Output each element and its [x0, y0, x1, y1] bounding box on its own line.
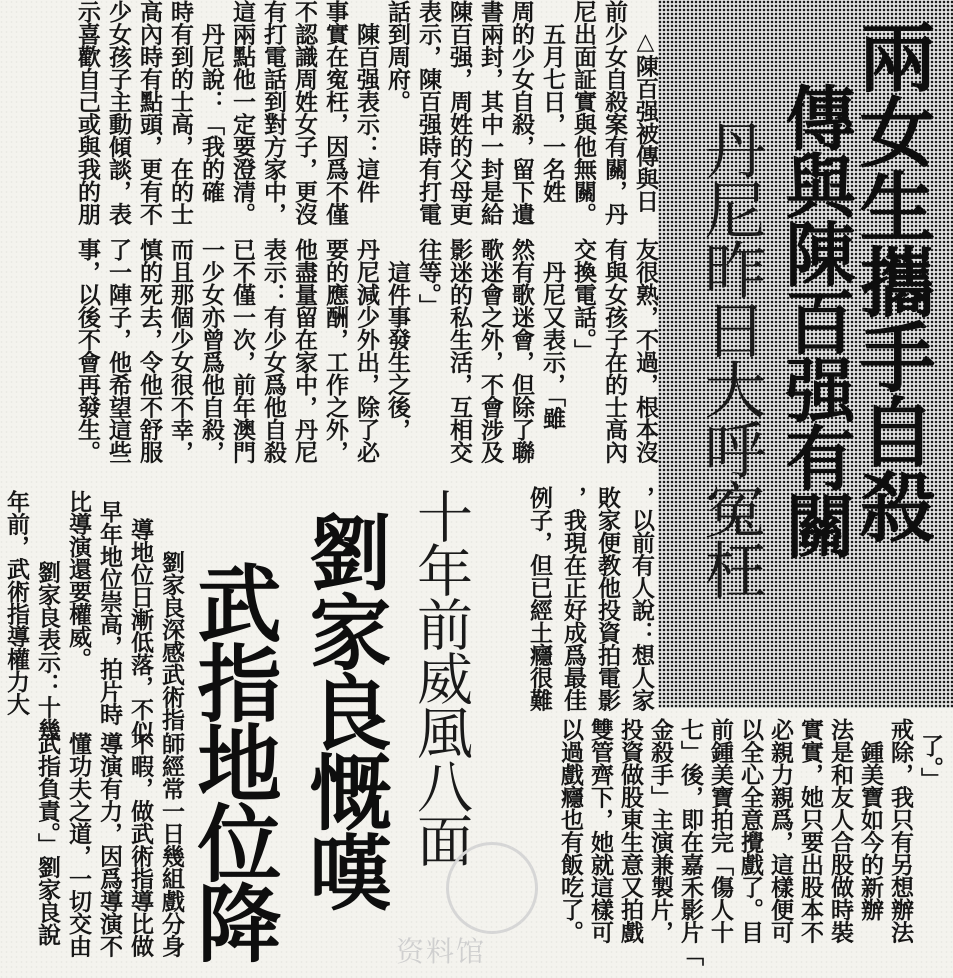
text-column: 已不僅一次，前年澳門: [229, 238, 256, 463]
text-column: 以全心全意攪戲了。目: [737, 718, 764, 943]
text-column: 前鍾美寶拍完「傷人十: [707, 718, 734, 943]
text-column: 要的應酬，工作之外，: [322, 238, 349, 463]
article-2-right: [508, 716, 953, 978]
text-column: 了一陣子，他希望這些: [105, 238, 132, 463]
text-column: 了。」: [917, 734, 944, 790]
text-column: 前少女自殺案有關，丹: [601, 0, 628, 225]
text-column: 必親力親爲，這樣便可: [767, 718, 794, 943]
headline-martial-director: 武指地位降: [184, 560, 282, 960]
text-column: 這兩點他一定要澄清。: [229, 0, 256, 225]
headline-main: 兩女生攜手自殺: [847, 18, 936, 543]
text-column: 戒除，我只有另想辦法: [887, 718, 914, 943]
text-column: 年前，武術指導權力大: [3, 490, 30, 715]
text-column: 表示，陳百强時有打電: [415, 0, 442, 225]
text-column: 丹尼減少外出，除了必: [353, 238, 380, 463]
text-column: 而且那個少女很不幸，: [167, 238, 194, 463]
text-column: 陳百强，周姓的父母更: [446, 0, 473, 225]
article-2-mid: [506, 486, 658, 722]
text-column: 師經常一日幾組戲分身: [158, 732, 185, 957]
watermark-text: 资料馆: [396, 935, 487, 968]
text-column: 敗家便教他投資拍電影: [594, 486, 621, 711]
text-column: 他盡量留在家中，丹尼: [291, 238, 318, 463]
text-column: 慎的死去，令他不舒服: [136, 238, 163, 463]
headline-ten-years: 十年前威風八面: [408, 488, 473, 866]
text-column: 例子，但已經土癮很難: [526, 486, 553, 711]
text-column: 早年地位崇高，拍片時: [96, 500, 123, 725]
text-column: 丹尼說：「我的確: [198, 0, 225, 203]
article-1-upper: [8, 0, 660, 250]
text-column: 不暇，做武術指導比做: [127, 732, 154, 957]
text-column: 金殺手」主演兼製片，: [647, 718, 674, 943]
text-column: 事實在寃枉，因爲不僅: [322, 0, 349, 225]
text-column: 時有到的士高，在的士: [167, 0, 194, 225]
text-column: 高內時有點頭，更有不: [136, 0, 163, 225]
text-column: 有打電話到對方家中，: [260, 0, 287, 225]
text-column: 實實，她只要出股本不: [797, 718, 824, 943]
text-column: 示喜歡自己或與我的朋: [74, 0, 101, 225]
text-column: 雙管齊下，她就這樣可: [587, 718, 614, 943]
text-column: 懂功夫之道，一切交由: [65, 732, 92, 957]
text-column: ，我現在正好成爲最佳: [560, 486, 587, 711]
text-column: 表示：有少女爲他自殺: [260, 238, 287, 463]
text-column: 然有歌迷會，但除了聯: [508, 238, 535, 463]
text-column: 劉家良深感武術指: [158, 528, 185, 731]
headline-secondary: 傳與陳百强有關: [774, 82, 856, 558]
watermark-seal-icon: [446, 842, 538, 934]
headline-liu-jialiang: 劉家良慨嘆: [296, 510, 391, 910]
text-column: 影迷的私生活，互相交: [446, 238, 473, 463]
text-column: 導地位日漸低落，不似: [127, 518, 154, 743]
text-column: 武指負責。」劉家良說: [34, 732, 61, 946]
text-column: 五月七日，一名姓: [539, 0, 566, 203]
text-column: 陳百强表示：這件: [353, 0, 380, 203]
text-column: 比導演還要權威。: [65, 490, 92, 670]
subheadline: 丹尼昨日大呼寃枉: [694, 118, 767, 598]
text-column: 尼出面証實與他無關。: [570, 0, 597, 225]
text-column: 投資做股東生意又拍戲: [617, 718, 644, 943]
text-column: 往等。」: [415, 238, 442, 317]
text-column: 少女孩子主動傾談，表: [105, 0, 132, 225]
text-column: 友很熟，不過，根本沒: [632, 238, 659, 463]
text-column: 以過戲癮也有飯吃了。: [557, 718, 584, 943]
article-3-lower: [0, 732, 186, 978]
text-column: 不認識周姓女子，更沒: [291, 0, 318, 225]
text-column: △陳百强被傳與日: [632, 28, 659, 212]
text-column: 一少女亦曾爲他自殺，: [198, 238, 225, 463]
text-column: 事，以後不會再發生。: [74, 238, 101, 463]
text-column: 有與女孩子在的士高內: [601, 238, 628, 463]
text-column: 歌迷會之外，不會涉及: [477, 238, 504, 463]
text-column: 劉家良表示：十幾: [34, 538, 61, 741]
article-1-lower: [8, 238, 660, 488]
text-column: 丹尼又表示，「雖: [539, 238, 566, 429]
text-column: 書兩封，其中一封是給: [477, 0, 504, 225]
text-column: 話到周府。: [384, 0, 411, 113]
headline-block: [658, 0, 953, 708]
text-column: 七」後，即在嘉禾影片「: [677, 718, 704, 966]
text-column: 這件事發生之後，: [384, 238, 411, 441]
text-column: ，以前有人說：想人家: [628, 486, 655, 711]
text-column: 導演有力，因爲導演不: [96, 732, 123, 957]
text-column: 交換電話。」: [570, 238, 597, 362]
article-3-upper: [0, 490, 186, 743]
text-column: 法是和友人合股做時裝: [827, 718, 854, 943]
text-column: 鍾美寶如今的新辦: [857, 718, 884, 921]
text-column: 周的少女自殺，留下遺: [508, 0, 535, 225]
